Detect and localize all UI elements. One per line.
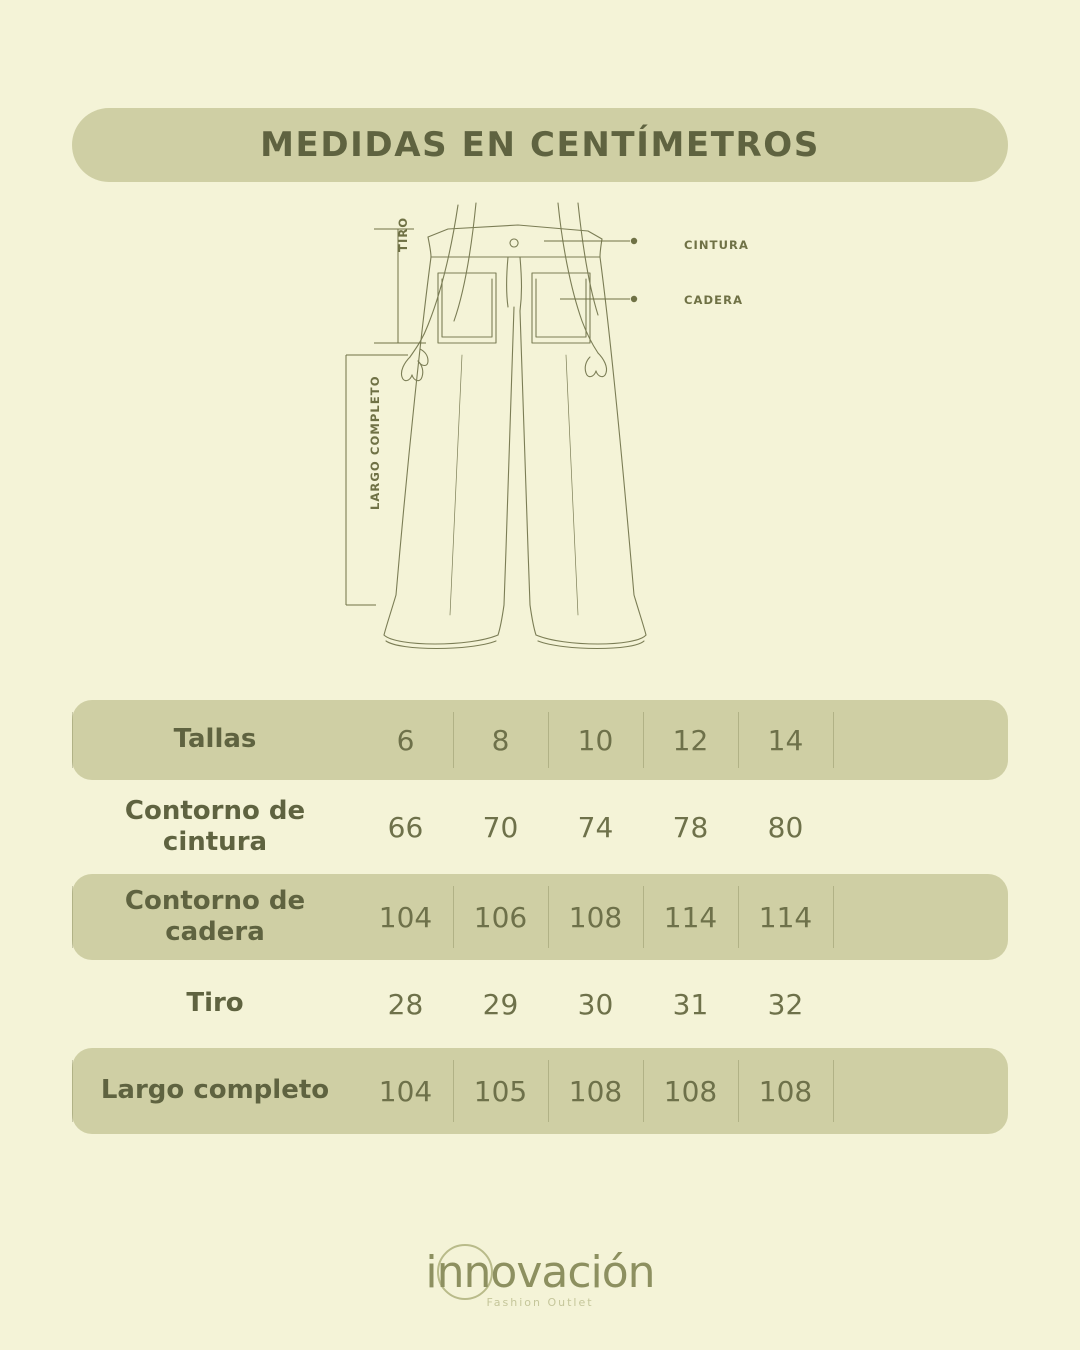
table-cell: 10 — [548, 700, 643, 780]
table-cell: 66 — [387, 810, 424, 844]
pants-illustration — [330, 195, 810, 665]
pants-drawing — [330, 195, 810, 665]
callout-label-cintura: CINTURA — [684, 238, 749, 252]
table-cell: 28 — [387, 987, 424, 1021]
brand-logo — [425, 1236, 654, 1308]
row-cells — [358, 874, 1008, 960]
table-cell: 8 — [453, 700, 548, 780]
brand-tagline: Fashion Outlet — [486, 1296, 594, 1309]
callout-label-largo: LARGO COMPLETO — [368, 375, 382, 510]
table-cell: 31 — [672, 987, 709, 1021]
table-row — [72, 700, 1008, 780]
callout-label-cadera: CADERA — [684, 293, 744, 307]
row-label: Tiro — [186, 988, 244, 1019]
title-banner — [72, 108, 1008, 182]
table-cell: 108 — [548, 874, 643, 960]
table-row — [72, 964, 1008, 1044]
table-cell-empty — [833, 874, 1008, 960]
table-cell: 74 — [577, 810, 614, 844]
brand-name: innovación — [425, 1246, 655, 1298]
table-row — [72, 1048, 1008, 1134]
table-cell: 108 — [738, 1048, 833, 1134]
row-label: Largo completo — [100, 1075, 330, 1106]
row-cells — [358, 964, 1008, 1044]
table-cell: 104 — [378, 900, 433, 934]
table-row — [72, 874, 1008, 960]
measurements-table — [72, 700, 1008, 1138]
row-cells — [358, 700, 1008, 780]
table-cell: 78 — [672, 810, 709, 844]
table-cell: 106 — [453, 874, 548, 960]
row-label: Contorno de cadera — [124, 885, 306, 947]
row-cells — [358, 1048, 1008, 1134]
callout-label-tiro: TIRO — [396, 216, 410, 252]
row-label: Tallas — [173, 724, 257, 755]
table-cell: 105 — [453, 1048, 548, 1134]
table-cell: 114 — [643, 874, 738, 960]
table-cell: 12 — [643, 700, 738, 780]
table-cell-empty — [833, 1048, 1008, 1134]
table-cell: 32 — [767, 987, 804, 1021]
table-cell-empty — [833, 700, 1008, 780]
table-cell: 108 — [548, 1048, 643, 1134]
page-title: MEDIDAS EN CENTÍMETROS — [260, 125, 820, 165]
table-cell-empty — [833, 784, 1008, 870]
table-cell: 104 — [378, 1074, 433, 1108]
table-cell: 30 — [577, 987, 614, 1021]
row-label: Contorno de cintura — [124, 795, 306, 857]
table-cell: 108 — [643, 1048, 738, 1134]
footer — [0, 1236, 1080, 1309]
cadera-dot — [631, 296, 637, 302]
table-cell: 70 — [482, 810, 519, 844]
cintura-dot — [631, 238, 637, 244]
table-cell: 14 — [738, 700, 833, 780]
table-cell: 80 — [767, 810, 804, 844]
table-cell: 6 — [396, 723, 415, 757]
table-cell: 29 — [482, 987, 519, 1021]
row-cells — [358, 784, 1008, 870]
table-cell-empty — [833, 964, 1008, 1044]
table-row — [72, 784, 1008, 870]
table-cell: 114 — [738, 874, 833, 960]
